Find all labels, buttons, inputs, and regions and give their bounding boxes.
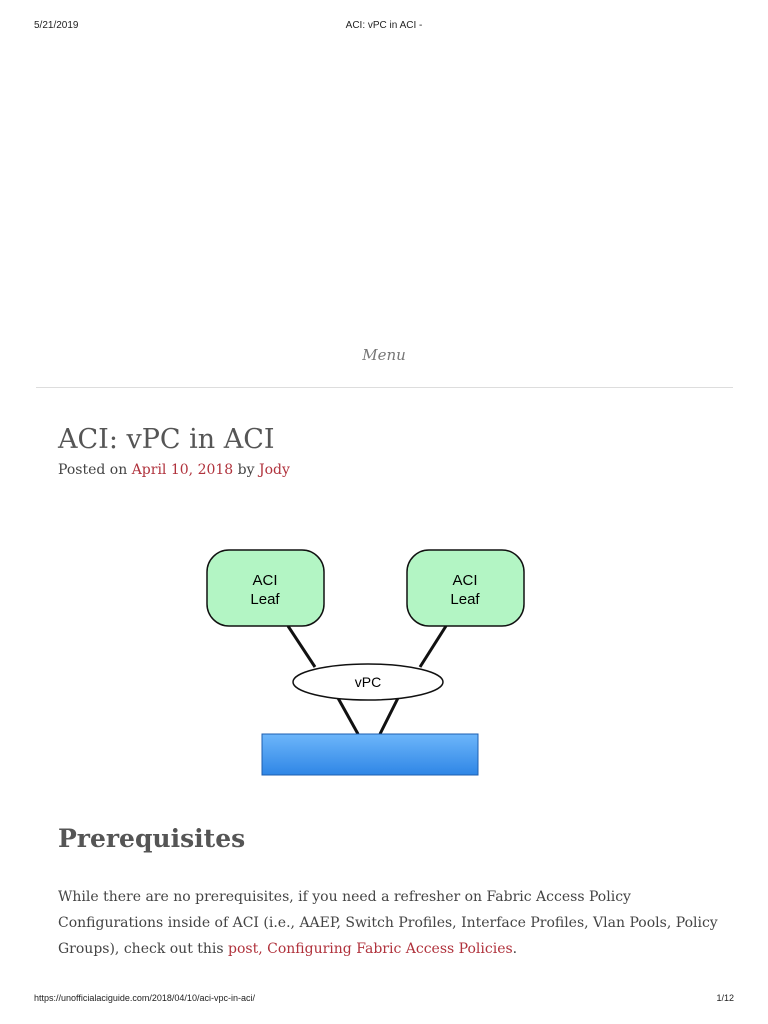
print-footer <box>0 993 768 1007</box>
post-date-link[interactable]: April 10, 2018 <box>131 462 234 478</box>
print-page-title: ACI: vPC in ACI - <box>345 20 423 31</box>
downstream-device-box <box>262 734 478 775</box>
post-title: ACI: vPC in ACI <box>58 424 275 455</box>
vpc-diagram <box>200 540 620 790</box>
menu-button[interactable]: Menu <box>362 346 406 364</box>
vpc-label: vPC <box>354 674 382 690</box>
paragraph-end: . <box>512 941 518 957</box>
leaf2-label-line1: ACI <box>452 572 478 589</box>
prerequisites-heading: Prerequisites <box>58 824 246 853</box>
print-page-number: 1/12 <box>716 993 734 1003</box>
vpc-link-line-right <box>380 698 398 734</box>
author-link[interactable]: Jody <box>258 462 290 478</box>
post-meta <box>58 462 290 478</box>
by-label: by <box>237 462 255 478</box>
leaf1-label-line1: ACI <box>252 572 278 589</box>
print-url: https://unofficialaciguide.com/2018/04/10/aci-vpc-in-aci/ <box>34 993 255 1003</box>
prerequisites-paragraph <box>58 884 718 962</box>
leaf1-label-line2: Leaf <box>250 591 280 608</box>
leaf2-label-line2: Leaf <box>450 591 480 608</box>
paragraph-text: While there are no prerequisites, if you need a refresher on Fabric Access Policy Configurations inside of ACI (i.e., AAEP, Switch Profiles, Interface Profiles, Vlan Pools, Policy Groups), check out this <box>58 889 718 957</box>
leaf2-link-line <box>420 626 446 667</box>
fabric-access-policies-link[interactable]: post, Configuring Fabric Access Policies <box>228 941 513 957</box>
leaf1-link-line <box>288 626 315 667</box>
print-header <box>0 20 768 34</box>
vpc-link-line-left <box>338 698 358 734</box>
header-divider <box>36 387 733 388</box>
print-date: 5/21/2019 <box>34 20 79 31</box>
posted-on-label: Posted on <box>58 462 128 478</box>
